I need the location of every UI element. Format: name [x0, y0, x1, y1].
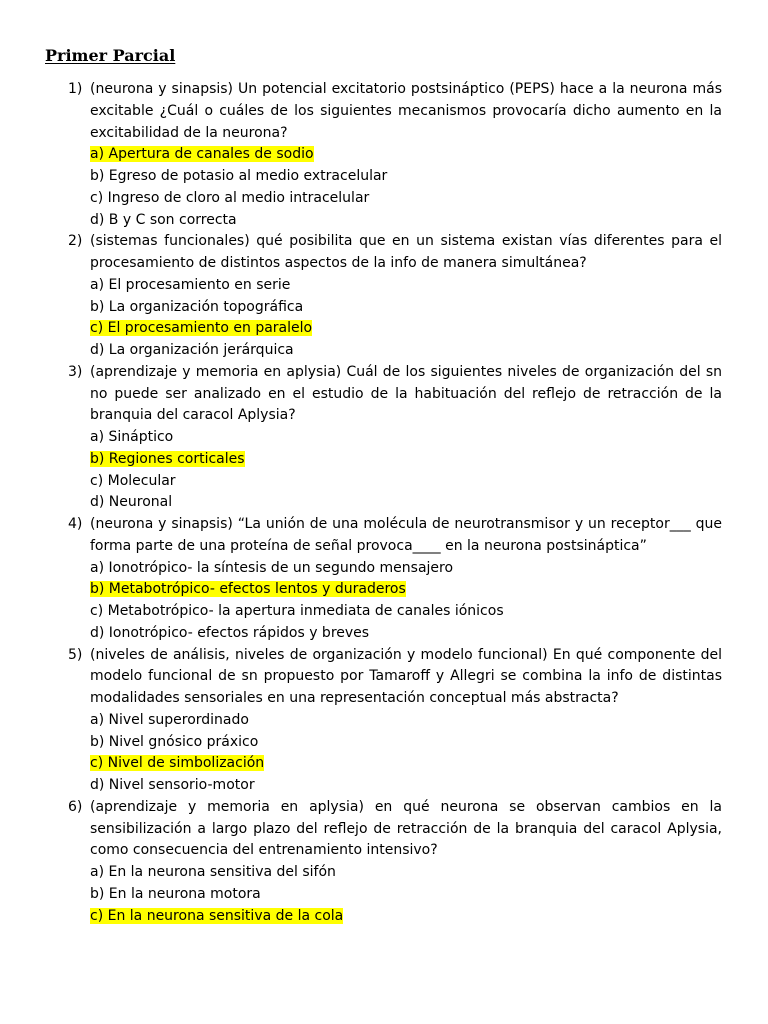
- question-text: (aprendizaje y memoria en aplysia) en qué neurona se observan cambios en la sensibilización a largo plazo del reflejo de retracción de la branquia del caracol Aplysia, como consecuencia del entrenamiento intensivo?: [90, 798, 722, 859]
- answer-option: [90, 862, 722, 884]
- answer-label: b) Nivel gnósico práxico: [90, 733, 259, 750]
- highlighted-answer: c) En la neurona sensitiva de la cola: [90, 907, 344, 924]
- answer-label: c) Molecular: [90, 472, 176, 489]
- question-number: 1): [68, 81, 83, 97]
- answer-label: d) Ionotrópico- efectos rápidos y breves: [90, 624, 370, 641]
- question-2: [68, 231, 722, 362]
- question-number: 5): [68, 646, 83, 663]
- answer-label: b) La organización topográfica: [90, 298, 304, 315]
- answer-option: [90, 558, 722, 580]
- page-title: Primer Parcial: [45, 46, 176, 65]
- answer-label: d) Nivel sensorio-motor: [90, 777, 255, 793]
- answer-option: [90, 188, 722, 210]
- question-1: [68, 79, 722, 231]
- question-4: [68, 514, 722, 645]
- question-number: 6): [68, 798, 83, 815]
- answer-label: a) El procesamiento en serie: [90, 276, 291, 293]
- question-5: [68, 645, 722, 797]
- answer-option: [90, 884, 722, 906]
- answer-option: [90, 492, 722, 514]
- answer-label: b) En la neurona motora: [90, 885, 261, 902]
- answer-label: d) Neuronal: [90, 494, 173, 511]
- answer-label: a) Nivel superordinado: [90, 711, 249, 728]
- answer-label: a) Sináptico: [90, 429, 174, 445]
- answer-label: c) Ingreso de cloro al medio intracelular: [90, 189, 370, 206]
- answer-label: a) Ionotrópico- la síntesis de un segundo mensajero: [90, 559, 454, 576]
- answer-option: [90, 732, 722, 754]
- answer-option: [90, 471, 722, 493]
- question-number: 2): [68, 233, 83, 250]
- highlighted-answer: a) Apertura de canales de sodio: [90, 146, 314, 163]
- answer-option: [90, 579, 722, 601]
- highlighted-answer: b) Regiones corticales: [90, 450, 245, 467]
- question-text: (aprendizaje y memoria en aplysia) Cuál de los siguientes niveles de organización del sn no puede ser analizado en el estudio de la habituación del reflejo de retracción de la branquia del caracol Aplysia?: [90, 363, 722, 424]
- answer-option: [90, 449, 722, 471]
- question-3: [68, 362, 722, 514]
- highlighted-answer: b) Metabotrópico- efectos lentos y duraderos: [90, 581, 406, 598]
- question-number: 4): [68, 516, 83, 532]
- question-6: [68, 797, 722, 928]
- answer-option: [90, 753, 722, 775]
- answer-option: [90, 318, 722, 340]
- answer-option: [90, 166, 722, 188]
- question-text: (niveles de análisis, niveles de organización y modelo funcional) En qué componente del modelo funcional de sn propuesto por Tamaroff y Allegri se combina la info de distintas modalidades sensoriales en una representación conceptual más abstracta?: [90, 646, 722, 706]
- question-number: 3): [68, 363, 83, 380]
- answer-option: [90, 144, 722, 166]
- answer-option: [90, 775, 722, 797]
- answer-label: d) La organización jerárquica: [90, 342, 294, 358]
- answer-option: [90, 427, 722, 449]
- answer-option: [90, 906, 722, 928]
- question-text: (neurona y sinapsis) “La unión de una molécula de neurotransmisor y un receptor___ que forma parte de una proteína de señal provoca____ en la neurona postsináptica”: [90, 516, 722, 554]
- answer-label: c) Metabotrópico- la apertura inmediata de canales iónicos: [90, 603, 504, 619]
- question-text: (neurona y sinapsis) Un potencial excitatorio postsináptico (PEPS) hace a la neurona más excitable ¿Cuál o cuáles de los siguientes mecanismos provocaría dicho aumento en la excitabilidad de la neurona?: [90, 81, 722, 141]
- answer-option: [90, 601, 722, 623]
- question-text: (sistemas funcionales) qué posibilita que en un sistema existan vías diferentes para el procesamiento de distintos aspectos de la info de manera simultánea?: [90, 233, 722, 271]
- answer-label: a) En la neurona sensitiva del sifón: [90, 864, 336, 880]
- answer-option: [90, 340, 722, 362]
- highlighted-answer: c) El procesamiento en paralelo: [90, 320, 313, 337]
- highlighted-answer: c) Nivel de simbolización: [90, 755, 265, 772]
- question-list: [68, 79, 722, 927]
- answer-option: [90, 210, 722, 232]
- answer-option: [90, 275, 722, 297]
- answer-label: b) Egreso de potasio al medio extracelular: [90, 168, 388, 184]
- answer-option: [90, 297, 722, 319]
- answer-option: [90, 623, 722, 645]
- answer-label: d) B y C son correcta: [90, 211, 237, 228]
- answer-option: [90, 710, 722, 732]
